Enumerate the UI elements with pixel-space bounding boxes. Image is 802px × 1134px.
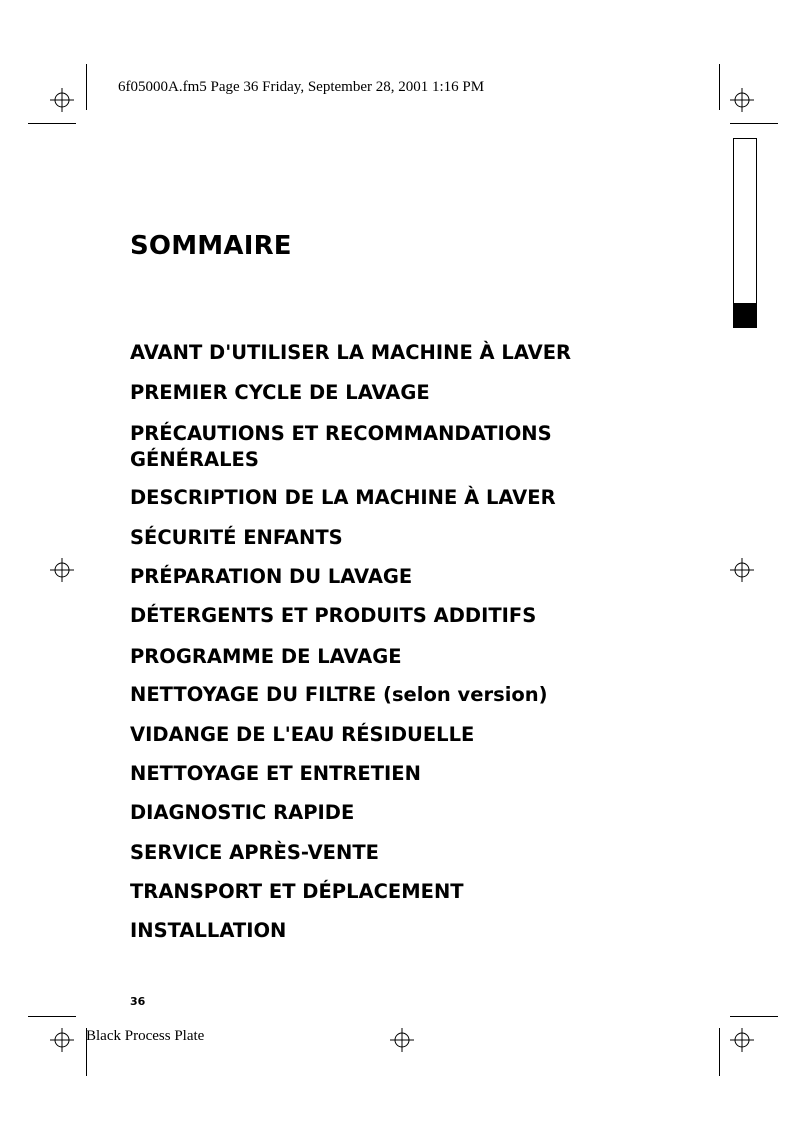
crop-mark	[28, 1016, 76, 1017]
toc-item: AVANT D'UTILISER LA MACHINE À LAVER	[130, 341, 572, 364]
toc-item: INSTALLATION	[130, 919, 287, 942]
registration-mark-icon	[50, 88, 74, 112]
crop-mark	[730, 1016, 778, 1017]
toc-item: PROGRAMME DE LAVAGE	[130, 645, 402, 668]
crop-mark	[719, 64, 720, 110]
toc-item: DIAGNOSTIC RAPIDE	[130, 801, 355, 824]
toc-item: PREMIER CYCLE DE LAVAGE	[130, 381, 430, 404]
registration-mark-icon	[50, 558, 74, 582]
crop-mark	[28, 123, 76, 124]
toc-item: SÉCURITÉ ENFANTS	[130, 526, 343, 549]
toc-item: VIDANGE DE L'EAU RÉSIDUELLE	[130, 723, 475, 746]
toc-item: NETTOYAGE ET ENTRETIEN	[130, 762, 421, 785]
page-number: 36	[130, 995, 146, 1008]
section-tab	[733, 138, 757, 327]
toc-item: TRANSPORT ET DÉPLACEMENT	[130, 880, 464, 903]
registration-mark-icon	[730, 88, 754, 112]
toc-item: DESCRIPTION DE LA MACHINE À LAVER	[130, 486, 556, 509]
crop-mark	[730, 123, 778, 124]
crop-mark	[86, 64, 87, 110]
registration-mark-icon	[50, 1028, 74, 1052]
toc-item: NETTOYAGE DU FILTRE (selon version)	[130, 683, 548, 706]
page-title: SOMMAIRE	[130, 231, 292, 261]
section-tab-marker	[733, 303, 757, 328]
toc-item: PRÉCAUTIONS ET RECOMMANDATIONS GÉNÉRALES	[130, 422, 552, 471]
plate-label: Black Process Plate	[86, 1028, 205, 1044]
toc-item: PRÉPARATION DU LAVAGE	[130, 565, 413, 588]
registration-mark-icon	[730, 1028, 754, 1052]
crop-mark	[719, 1028, 720, 1076]
toc-item: DÉTERGENTS ET PRODUITS ADDITIFS	[130, 604, 537, 627]
toc-item: SERVICE APRÈS-VENTE	[130, 841, 379, 864]
registration-mark-icon	[390, 1028, 414, 1052]
registration-mark-icon	[730, 558, 754, 582]
file-info-header: 6f05000A.fm5 Page 36 Friday, September 28, 2001 1:16 PM	[118, 79, 485, 95]
